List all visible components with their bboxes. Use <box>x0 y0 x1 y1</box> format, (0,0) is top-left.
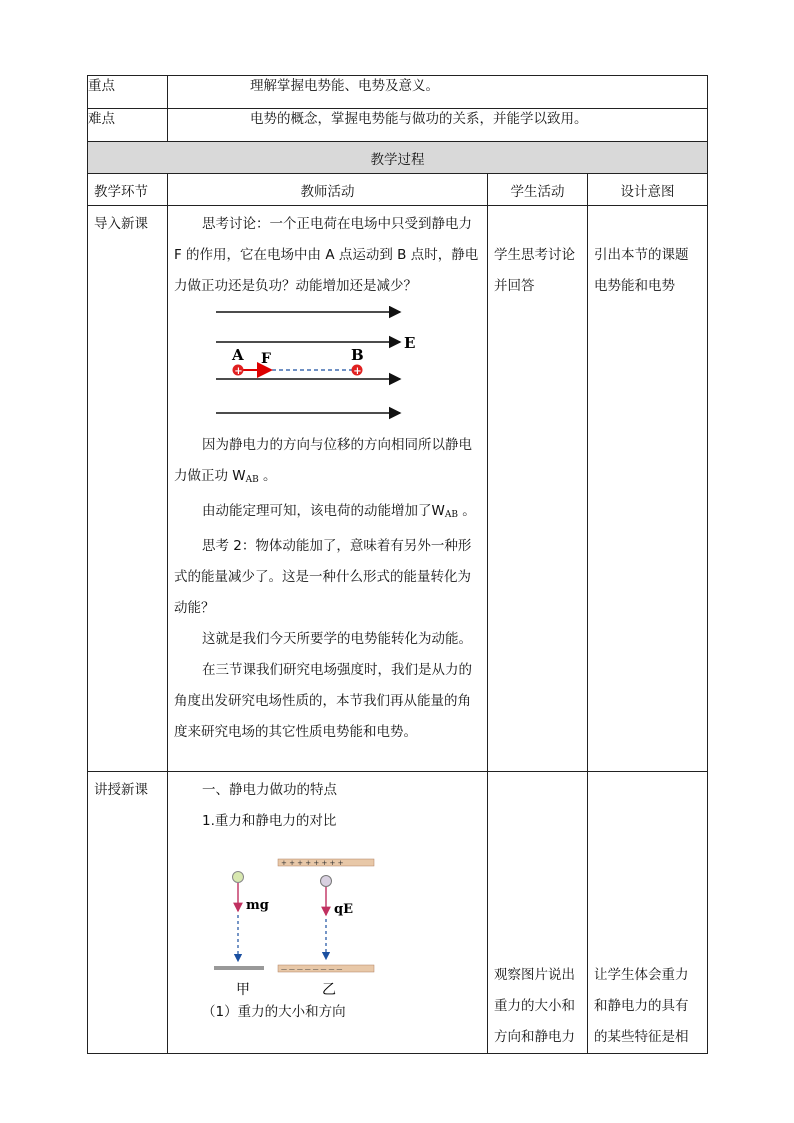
key-point-row <box>88 76 708 109</box>
lecture-teacher-cell <box>168 772 488 1054</box>
col-header-design: 设计意图 <box>588 174 708 206</box>
lecture-heading: 一、静电力做功的特点 <box>202 782 337 798</box>
svg-text:+: + <box>234 366 243 377</box>
lecture-student-activity: 观察图片说出重力的大小和方向和静电力 <box>494 967 575 1045</box>
intro-student-cell <box>488 206 588 772</box>
lecture-design-cell <box>588 772 708 1054</box>
uniform-field-diagram <box>168 306 488 426</box>
lecture-stage: 讲授新课 <box>94 782 148 798</box>
lecture-gravity-point: （1）重力的大小和方向 <box>202 1004 346 1020</box>
intro-design-cell <box>588 206 708 772</box>
svg-text:+: + <box>353 366 362 377</box>
negative-marks: — — — — — — — — <box>281 966 343 973</box>
label-qE: qE <box>334 902 353 917</box>
lecture-row <box>88 772 708 1054</box>
label-E: E <box>404 334 416 352</box>
ground <box>214 966 264 970</box>
intro-design-intent: 引出本节的课题电势能和电势 <box>594 247 689 294</box>
intro-row <box>88 206 708 772</box>
caption-jia: 甲 <box>236 982 250 998</box>
difficulty-label: 难点 <box>88 109 168 142</box>
intro-conclusion: 这就是我们今天所要学的电势能转化为动能。 <box>202 631 472 647</box>
gravity-vs-electric-diagram <box>168 841 488 1001</box>
lecture-stage-cell <box>88 772 168 1054</box>
mass-ball <box>233 872 244 883</box>
label-F: F <box>261 351 271 367</box>
column-header-row <box>88 174 708 206</box>
col-header-teacher: 教师活动 <box>168 174 488 206</box>
intro-explanation: 因为静电力的方向与位移的方向相同所以静电力做正功 $W_{AB}$ 。 <box>174 437 472 485</box>
label-A: A <box>232 346 244 364</box>
positive-marks: + + + + + + + + <box>281 859 344 867</box>
intro-question-2: 思考 2：物体动能加了，意味着有另外一种形式的能量减少了。这是一种什么形式的能量转化为动能？ <box>174 538 472 616</box>
col-header-student: 学生活动 <box>488 174 588 206</box>
key-point-text: 理解掌握电势能、电势及意义。 <box>168 76 708 109</box>
key-point-label: 重点 <box>88 76 168 109</box>
caption-yi: 乙 <box>322 982 336 998</box>
section-banner-row <box>88 142 708 174</box>
col-header-stage: 教学环节 <box>88 174 168 206</box>
section-title: 教学过程 <box>88 142 708 174</box>
intro-student-activity: 学生思考讨论并回答 <box>494 247 575 294</box>
lecture-design-intent: 让学生体会重力和静电力的具有的某些特征是相 <box>594 967 689 1045</box>
intro-transition: 在三节课我们研究电场强度时，我们是从力的角度出发研究电场性质的，本节我们再从能量的角度来研究电场的其它性质电势能和电势。 <box>174 662 472 740</box>
label-B: B <box>351 346 364 364</box>
intro-stage-cell <box>88 206 168 772</box>
intro-teacher-cell <box>168 206 488 772</box>
lecture-student-cell <box>488 772 588 1054</box>
intro-kinetic-energy: 由动能定理可知，该电荷的动能增加了$W_{AB}$ 。 <box>202 503 476 520</box>
difficulty-row <box>88 109 708 142</box>
intro-stage: 导入新课 <box>94 216 148 232</box>
intro-question: 思考讨论：一个正电荷在电场中只受到静电力 F 的作用，它在电场中由 A 点运动到 B 点时，静电力做正功还是负功？动能增加还是减少？ <box>174 216 479 294</box>
difficulty-text: 电势的概念，掌握电势能与做功的关系，并能学以致用。 <box>168 109 708 142</box>
charge-ball <box>321 876 332 887</box>
lesson-plan-table <box>87 75 708 1054</box>
lecture-subheading: 1.重力和静电力的对比 <box>202 813 337 829</box>
label-mg: mg <box>246 898 269 913</box>
